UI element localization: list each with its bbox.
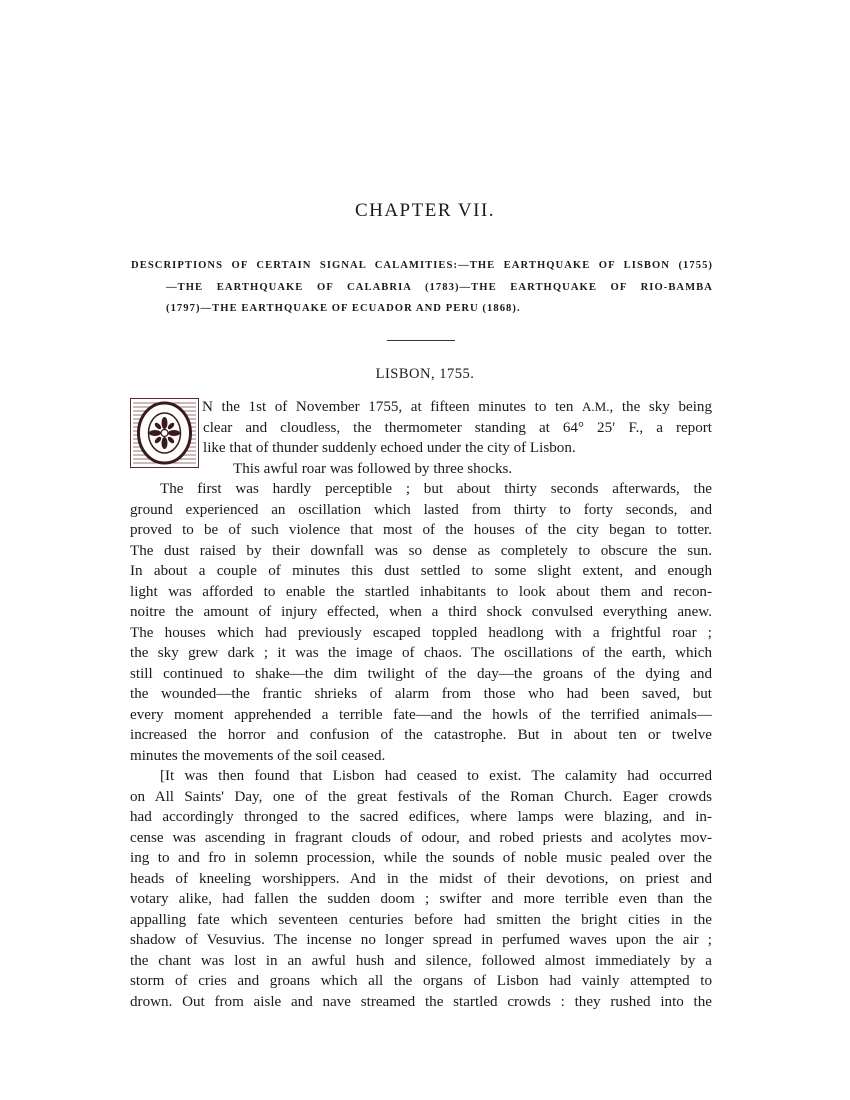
section-divider (387, 340, 455, 341)
time-abbrev: A.M. (582, 399, 610, 414)
text-line: appalling fate which seventeen centuries before had smitten the bright cities in the (130, 911, 712, 928)
text-line: votary alike, had fallen the sudden doom ; swifter and more terrible even than the (130, 891, 712, 907)
synopsis-line: DESCRIPTIONS OF CERTAIN SIGNAL CALAMITIES:—THE EARTHQUAKE OF LISBON (1755) (131, 260, 713, 271)
text-line: the sky grew dark ; it was the image of chaos. The oscillations of the earth, which (130, 645, 712, 661)
text-line: minutes the movements of the soil ceased. (130, 747, 386, 764)
text-line: on All Saints' Day, one of the great festivals of the Roman Church. Eager crowds (130, 788, 712, 805)
text-line: clear and cloudless, the thermometer standing at 64° 25′ F., a report (203, 419, 712, 436)
chapter-synopsis (131, 255, 713, 320)
text-line: storm of cries and groans which all the organs of Lisbon had vainly attempted to (130, 973, 712, 989)
text-line: the chant was lost in an awful hush and silence, followed almost immediately by a (130, 952, 712, 969)
body-text (130, 397, 712, 1012)
text-line: In about a couple of minutes this dust settled to some slight extent, and enough (130, 563, 712, 579)
text-line: noitre the amount of injury effected, when a third shock convulsed everything anew. (130, 604, 712, 620)
text-line: the wounded—the frantic shrieks of alarm from those who had been saved, but (130, 686, 712, 702)
text-line: N the 1st of November 1755, at fifteen minutes to ten A.M., the sky being (202, 399, 712, 415)
text-line: [It was then found that Lisbon had ceased to exist. The calamity had occurred (160, 768, 712, 784)
text-line: The first was hardly perceptible ; but about thirty seconds afterwards, the (160, 481, 712, 497)
text-line: shadow of Vesuvius. The incense no longer spread in perfumed waves upon the air ; (130, 932, 712, 948)
text-line: drown. Out from aisle and nave streamed the startled crowds : they rushed into the (130, 993, 712, 1010)
synopsis-line: (1797)—THE EARTHQUAKE OF ECUADOR AND PERU (1868). (166, 303, 521, 314)
text-line: still continued to shake—the dim twilight of the day—the groans of the dying and (130, 665, 712, 682)
text-line: This awful roar was followed by three shocks. (233, 460, 513, 477)
synopsis-line: —THE EARTHQUAKE OF CALABRIA (1783)—THE EARTHQUAKE OF RIO-BAMBA (166, 281, 713, 293)
text-line: ing to and fro in solemn procession, while the sounds of noble music pealed over the (130, 850, 712, 866)
section-heading: LISBON, 1755. (375, 366, 475, 382)
text-line: like that of thunder suddenly echoed under the city of Lisbon. (203, 440, 576, 456)
text-line: every moment apprehended a terrible fate—and the howls of the terrified animals— (130, 706, 712, 723)
text-line: had accordingly thronged to the sacred edifices, where lamps were blazing, and in- (130, 809, 712, 825)
chapter-title: CHAPTER VII. (354, 200, 496, 221)
text-line: light was afforded to enable the startled inhabitants to look about them and recon- (130, 583, 712, 600)
text-line: The houses which had previously escaped toppled headlong with a frightful roar ; (130, 624, 712, 641)
text-line: ground experienced an oscillation which lasted from thirty to forty seconds, and (130, 501, 712, 518)
text-line: heads of kneeling worshippers. And in the midst of their devotions, on priest and (130, 870, 712, 887)
text-line: cense was ascending in fragrant clouds of odour, and robed priests and acolytes mov- (130, 829, 712, 846)
text-line: proved to be of such violence that most of the houses of the city began to totter. (130, 522, 712, 538)
text-line: increased the horror and confusion of the catastrophe. But in about ten or twelve (130, 727, 712, 743)
text-line: The dust raised by their downfall was so dense as completely to obscure the sun. (130, 542, 712, 559)
